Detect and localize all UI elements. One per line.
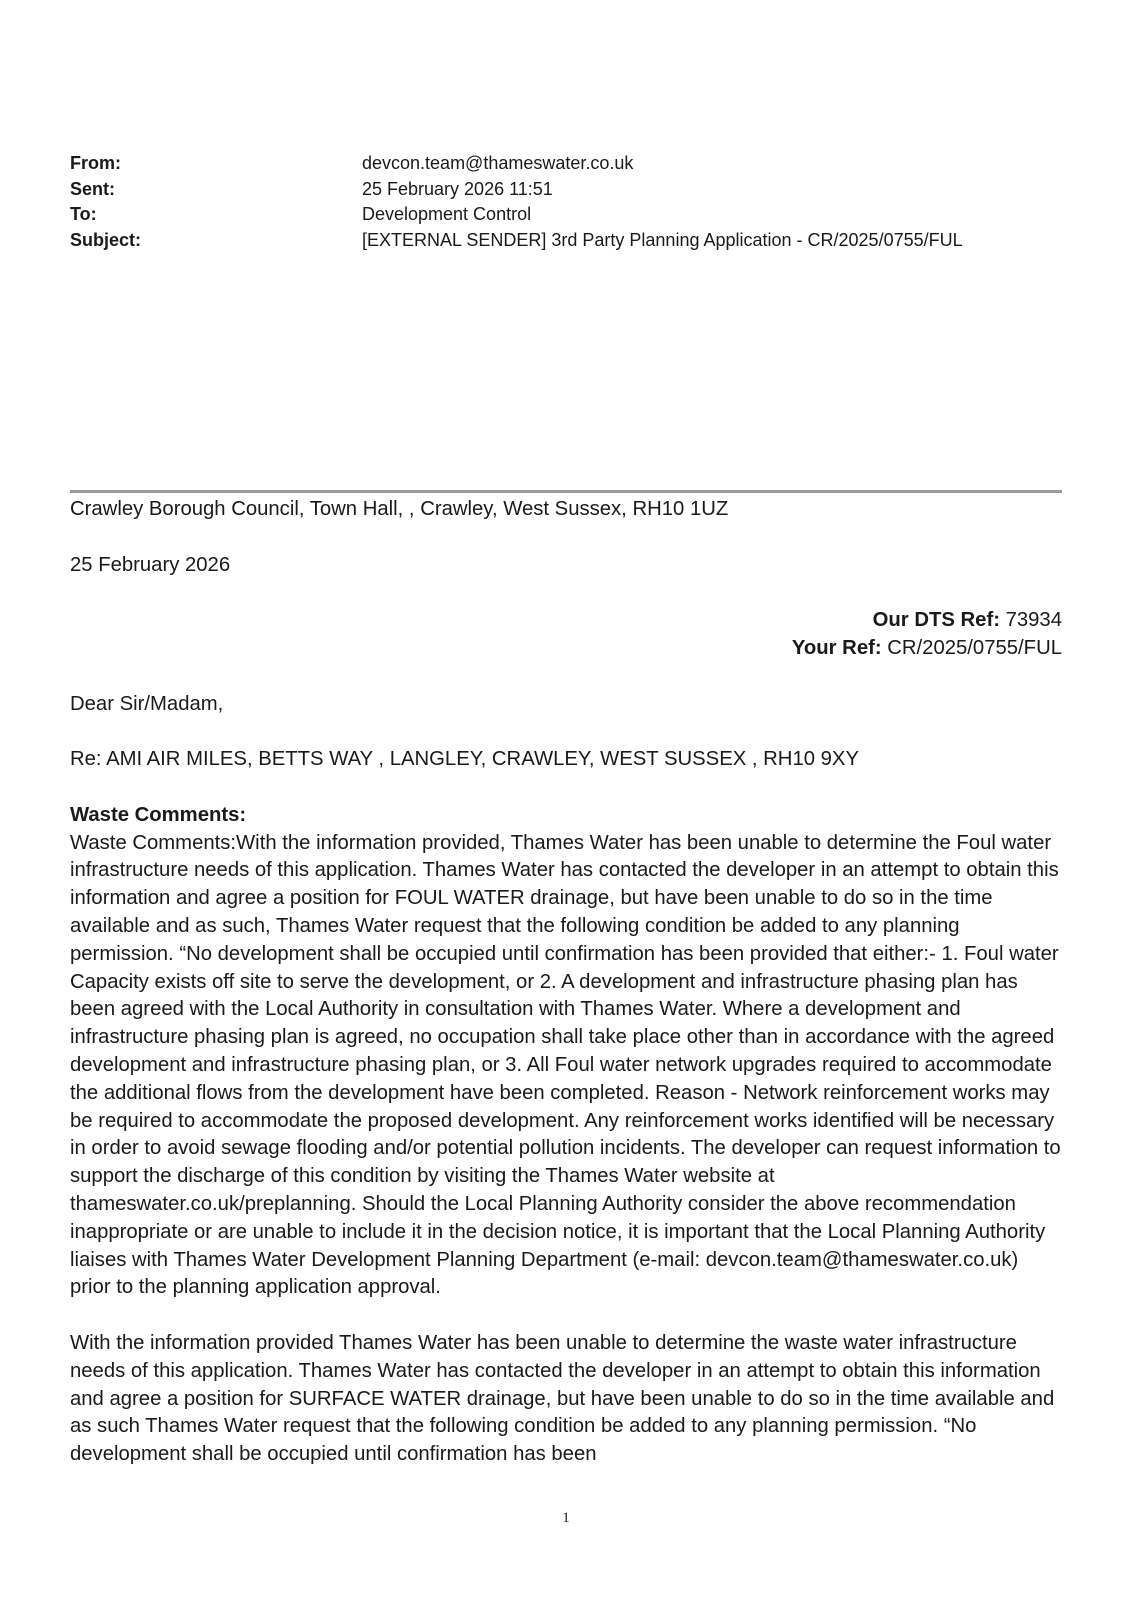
- subject-row: [70, 228, 1060, 254]
- from-row: [70, 151, 1060, 177]
- dts-ref-label: Our DTS Ref:: [872, 609, 1000, 632]
- your-ref-label: Your Ref:: [791, 636, 882, 659]
- dts-ref-line: [70, 607, 1062, 635]
- to-label: To:: [70, 204, 97, 225]
- letter-body: [70, 496, 1062, 1469]
- to-row: [70, 202, 1060, 228]
- subject-label: Subject:: [70, 229, 142, 250]
- salutation: Dear Sir/Madam,: [70, 692, 224, 715]
- sent-row: [70, 177, 1060, 203]
- dts-ref-value: 73934: [1005, 609, 1062, 632]
- email-header: [70, 151, 1060, 253]
- letter-date: 25 February 2026: [70, 553, 231, 576]
- paragraph-foul-water: Waste Comments:With the information provided, Thames Water has been unable to determine the Foul water infrastructure needs of this application. Thames Water has contacted the developer in an attempt to obtain this information and agree a position for FOUL WATER drainage, but have been unable to do so in the time available and as such, Thames Water request that the following condition be added to any planning permission. “No development shall be occupied until confirmation has been provided that either:- 1. Foul water Capacity exists off site to serve the development, or 2. A development and infrastructure phasing plan has been agreed with the Local Authority in consultation with Thames Water. Where a development and infrastructure phasing plan is agreed, no occupation shall take place other than in accordance with the agreed development and infrastructure phasing plan, or 3. All Foul water network upgrades required to accommodate the additional flows from the development have been completed. Reason - Network reinforcement works may be required to accommodate the proposed development. Any reinforcement works identified will be necessary in order to avoid sewage flooding and/or potential pollution incidents. The developer can request information to support the discharge of this condition by visiting the Thames Water website at thameswater.co.uk/preplanning. Should the Local Planning Authority consider the above recommendation inappropriate or are unable to include it in the decision notice, it is important that the Local Planning Authority liaises with Thames Water Development Planning Department (e-mail: devcon.team@thameswater.co.uk) prior to the planning application approval.: [70, 831, 1061, 1299]
- section-heading: Waste Comments:: [70, 803, 247, 826]
- your-ref-line: [70, 635, 1062, 663]
- sent-label: Sent:: [70, 178, 115, 199]
- subject-value: [EXTERNAL SENDER] 3rd Party Planning Application - CR/2025/0755/FUL: [362, 229, 963, 250]
- council-address: Crawley Borough Council, Town Hall, , Crawley, West Sussex, RH10 1UZ: [70, 498, 729, 520]
- paragraph-surface-water: With the information provided Thames Water has been unable to determine the waste water infrastructure needs of this application. Thames Water has contacted the developer in an attempt to obtain this information and agree a position for SURFACE WATER drainage, but have been unable to do so in the time available and as such Thames Water request that the following condition be added to any planning permission. “No development shall be occupied until confirmation has been: [70, 1331, 1055, 1466]
- header-divider: [70, 490, 1062, 493]
- sent-value: 25 February 2026 11:51: [362, 178, 553, 199]
- from-label: From:: [70, 153, 121, 174]
- from-value: devcon.team@thameswater.co.uk: [362, 153, 634, 174]
- re-line: Re: AMI AIR MILES, BETTS WAY , LANGLEY, CRAWLEY, WEST SUSSEX , RH10 9XY: [70, 748, 859, 771]
- your-ref-value: CR/2025/0755/FUL: [887, 636, 1062, 659]
- to-value: Development Control: [362, 204, 532, 225]
- page-number: 1: [562, 1510, 570, 1526]
